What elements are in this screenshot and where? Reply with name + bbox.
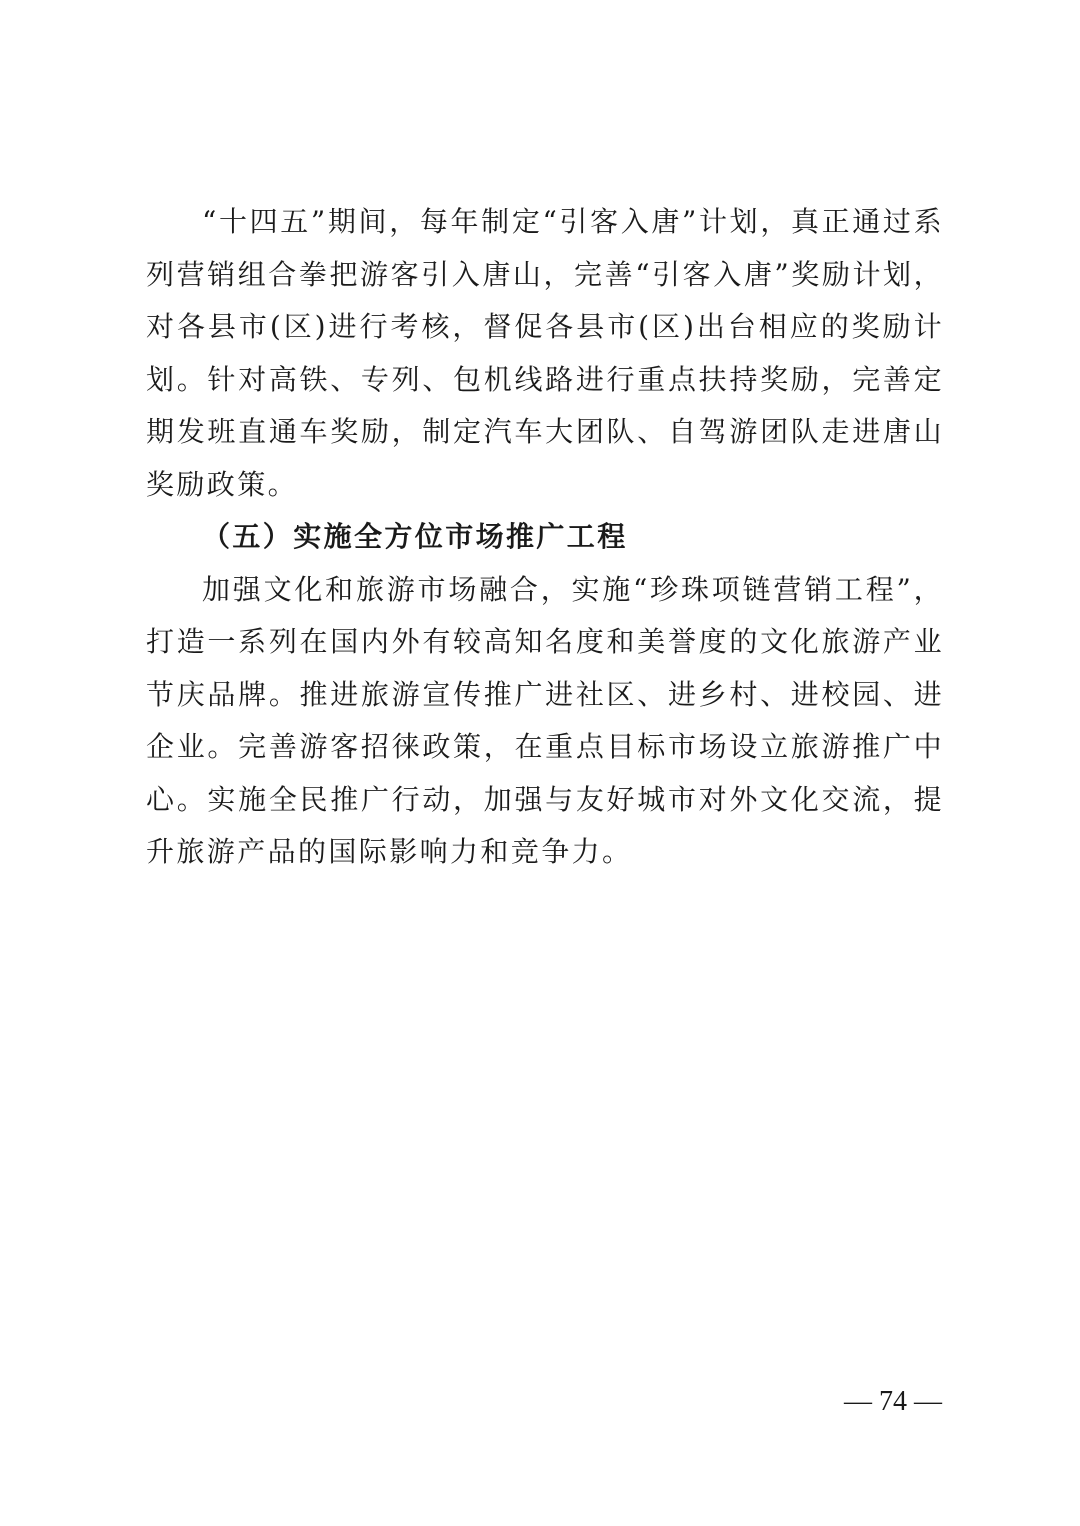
page-body [146, 196, 944, 879]
paragraph-market-promotion: 加强文化和旅游市场融合，实施“珍珠项链营销工程”，打造一系列在国内外有较高知名度和美誉度的文化旅游产业节庆品牌。推进旅游宣传推广进社区、进乡村、进校园、进企业。完善游客招徕政策，在重点目标市场设立旅游推广中心。实施全民推广行动，加强与友好城市对外文化交流，提升旅游产品的国际影响力和竞争力。 [146, 572, 944, 868]
page-number: — 74 — [844, 1386, 942, 1417]
section-heading-market-promotion: （五）实施全方位市场推广工程 [202, 520, 628, 553]
paragraph-introduce-visitors-plan: “十四五”期间，每年制定“引客入唐”计划，真正通过系列营销组合拳把游客引入唐山，完善“引客入唐”奖励计划，对各县市(区)进行考核，督促各县市(区)出台相应的奖励计划。针对高铁、专列、包机线路进行重点扶持奖励，完善定期发班直通车奖励，制定汽车大团队、自驾游团队走进唐山奖励政策。 [146, 205, 944, 501]
